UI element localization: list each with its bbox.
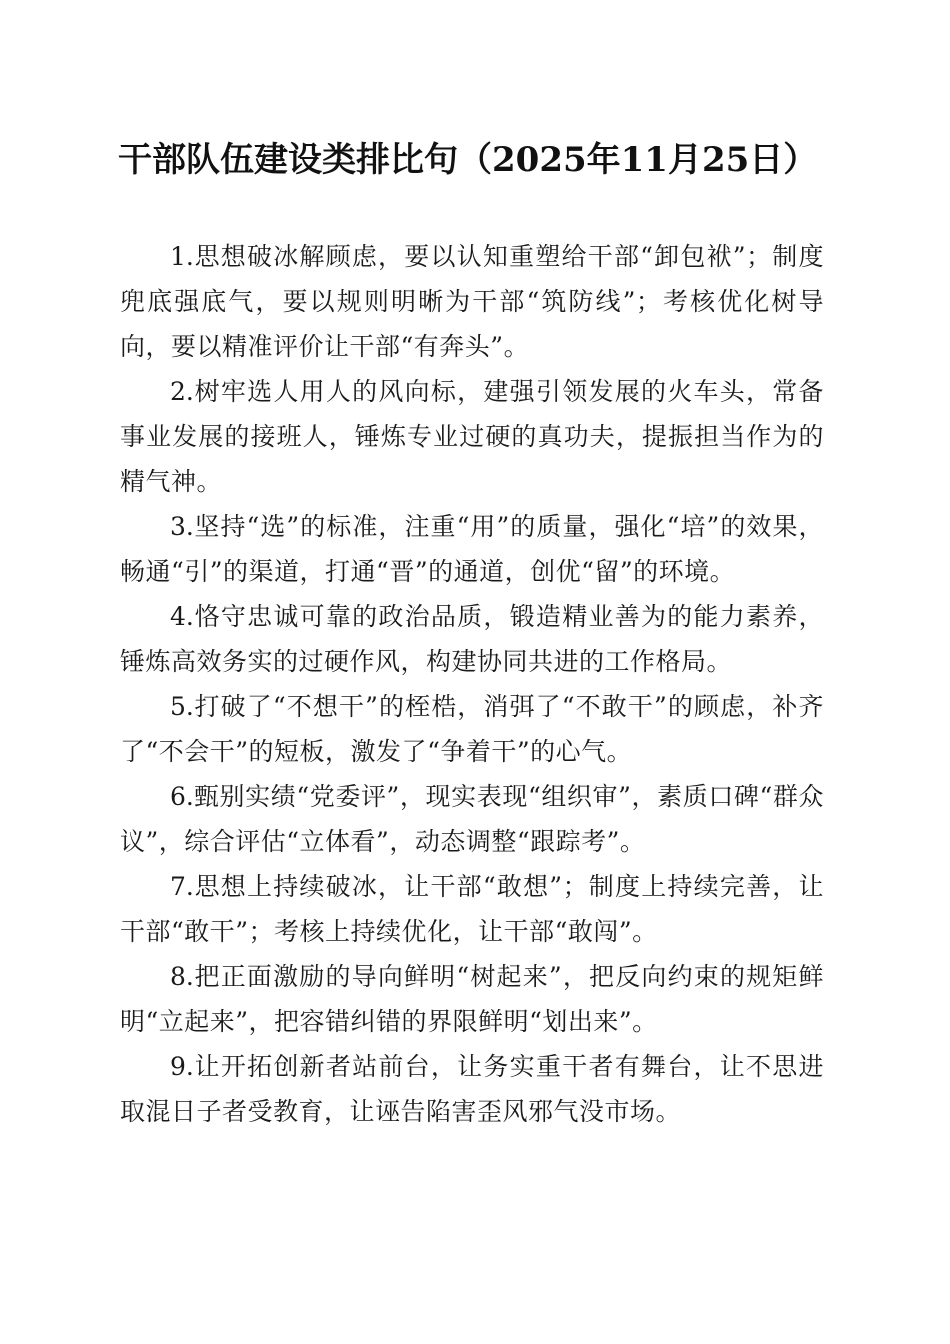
paragraph-number: 5.: [170, 692, 194, 721]
paragraph-text: 恪守忠诚可靠的政治品质，锻造精业善为的能力素养，锤炼高效务实的过硬作风，构建协同共进的工作格局。: [120, 602, 824, 676]
paragraph-text: 思想上持续破冰，让干部“敢想”；制度上持续完善，让干部“敢干”；考核上持续优化，让干部“敢闯”。: [120, 872, 824, 946]
document-title: 干部队伍建设类排比句（2025年11月25日）: [118, 140, 818, 180]
paragraph-8: [120, 954, 824, 1044]
paragraph-text: 甄别实绩“党委评”，现实表现“组织审”，素质口碑“群众议”，综合评估“立体看”，动态调整“跟踪考”。: [120, 782, 824, 856]
paragraph-1: [120, 234, 824, 369]
paragraph-2: [120, 369, 824, 504]
paragraph-5: [120, 684, 824, 774]
paragraph-9: [120, 1044, 824, 1134]
paragraph-4: [120, 594, 824, 684]
paragraph-6: [120, 774, 824, 864]
paragraph-text: 坚持“选”的标准，注重“用”的质量，强化“培”的效果，畅通“引”的渠道，打通“晋”的通道，创优“留”的环境。: [120, 512, 824, 586]
paragraph-number: 4.: [170, 602, 194, 631]
paragraph-number: 1.: [170, 242, 194, 271]
paragraph-number: 6.: [170, 782, 194, 811]
paragraph-7: [120, 864, 824, 954]
paragraph-number: 7.: [170, 872, 194, 901]
paragraph-3: [120, 504, 824, 594]
paragraph-number: 9.: [170, 1052, 194, 1081]
paragraph-text: 把正面激励的导向鲜明“树起来”，把反向约束的规矩鲜明“立起来”，把容错纠错的界限鲜明“划出来”。: [120, 962, 824, 1036]
document-body: [120, 234, 824, 1134]
paragraph-text: 思想破冰解顾虑，要以认知重塑给干部“卸包袱”；制度兜底强底气，要以规则明晰为干部“筑防线”；考核优化树导向，要以精准评价让干部“有奔头”。: [120, 242, 824, 361]
paragraph-text: 让开拓创新者站前台，让务实重干者有舞台，让不思进取混日子者受教育，让诬告陷害歪风邪气没市场。: [120, 1052, 824, 1126]
paragraph-number: 8.: [170, 962, 194, 991]
paragraph-number: 2.: [170, 377, 194, 406]
paragraph-text: 打破了“不想干”的桎梏，消弭了“不敢干”的顾虑，补齐了“不会干”的短板，激发了“争着干”的心气。: [120, 692, 824, 766]
paragraph-number: 3.: [170, 512, 194, 541]
paragraph-text: 树牢选人用人的风向标，建强引领发展的火车头，常备事业发展的接班人，锤炼专业过硬的真功夫，提振担当作为的精气神。: [120, 377, 824, 496]
